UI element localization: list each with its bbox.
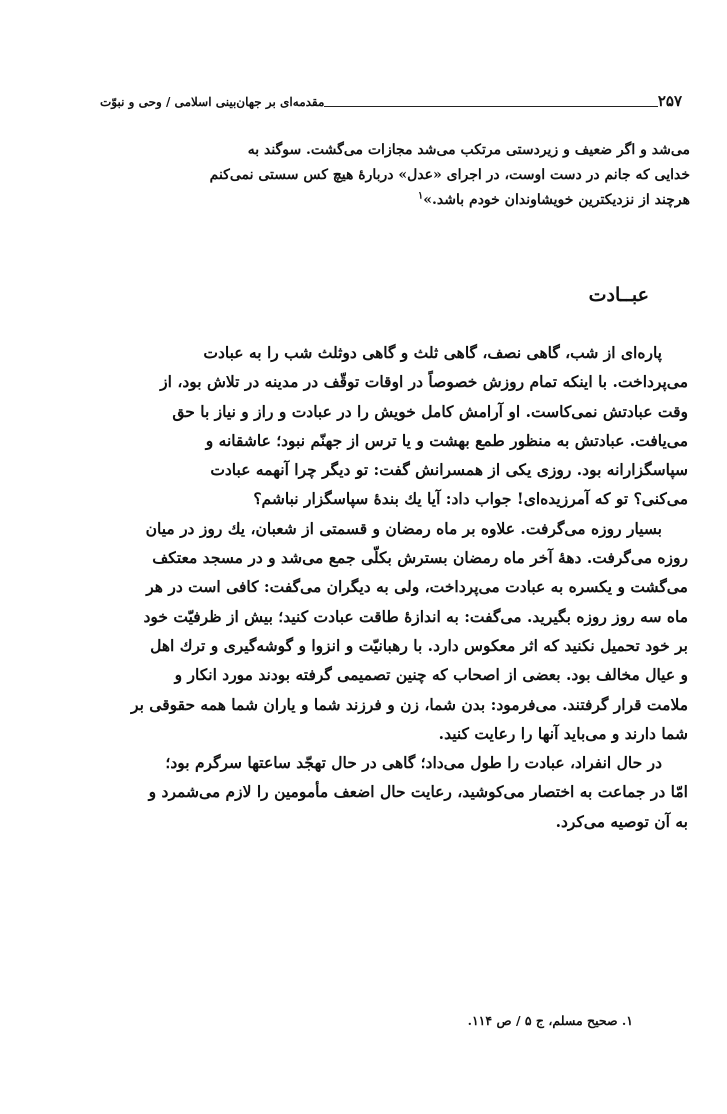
paragraph-line: وقت عبادتش نمی‌کاست. او آرامش کامل خویش را در عبادت و راز و نیاز با حق <box>172 401 688 421</box>
paragraph-line: ماه سه روز روزه بگیرید. می‌گفت: به اندازهٔ طاقت عبادت کنید؛ بیش از ظرفیّت خود <box>143 606 688 626</box>
section-body <box>96 338 688 836</box>
quote-line: می‌شد و اگر ضعیف و زیردستی مرتکب می‌شد مجازات می‌گشت. سوگند به <box>247 142 690 158</box>
paragraph-line: ملامت قرار گرفتند. می‌فرمود: بدن شما، زن و فرزند شما و یاران شما همه حقوقی بر <box>131 694 688 714</box>
paragraph-line: امّا در جماعت به اختصار می‌کوشید، رعایت حال اضعف مأمومین را لازم می‌شمرد و <box>148 782 688 802</box>
paragraph-line: روزه می‌گرفت. دههٔ آخر ماه رمضان بسترش بکلّی جمع می‌شد و در مسجد معتکف <box>152 548 688 568</box>
footnote: ۱. صحیح مسلم، ج ۵ / ص ۱۱۴. <box>467 1013 633 1028</box>
paragraph-line: می‌پرداخت. با اینکه تمام روزش خصوصاً در اوقات توقّف در مدینه در تلاش بود، از <box>160 372 688 392</box>
running-header-title: مقدمه‌ای بر جهان‌بینی اسلامی / وحی و نبوّت <box>100 95 325 109</box>
paragraph-line: می‌گشت و یکسره به عبادت می‌پرداخت، ولی به دیگران می‌گفت: کافی است در هر <box>146 577 688 597</box>
paragraph-line: بر خود تحمیل نکنید که اثر معکوس دارد. با رهبانیّت و انزوا و گوشه‌گیری و ترك اهل <box>150 635 688 655</box>
paragraph-line: شما دارند و می‌باید آنها را رعایت کنید. <box>438 723 688 743</box>
footnote-marker: ۱ <box>417 190 424 202</box>
header-rule <box>324 106 657 107</box>
quotation-block <box>118 138 690 213</box>
page-number: ۲۵۷ <box>657 92 682 110</box>
paragraph <box>96 514 688 748</box>
paragraph <box>96 338 688 514</box>
paragraph-line: می‌یافت. عبادتش به منظور طمع بهشت و یا ترس از جهنّم نبود؛ عاشقانه و <box>205 430 688 450</box>
quote-line <box>118 188 690 213</box>
paragraph-line: می‌کنی؟ تو که آمرزیده‌ای! جواب داد: آیا یك بندهٔ سپاسگزار نباشم؟ <box>253 489 688 509</box>
paragraph-line: پاره‌ای از شب، گاهی نصف، گاهی ثلث و گاهی دوثلث شب را به عبادت <box>203 343 662 362</box>
quote-line-text: هرچند از نزدیکترین خویشاوندان خودم باشد.» <box>423 192 690 208</box>
paragraph-line: بسیار روزه می‌گرفت. علاوه بر ماه رمضان و قسمتی از شعبان، یك روز در میان <box>145 518 662 538</box>
paragraph-line: در حال انفراد، عبادت را طول می‌داد؛ گاهی در حال تهجّد ساعتها سرگرم بود؛ <box>165 753 662 773</box>
quote-line: خدایی که جانم در دست اوست، در اجرای «عدل» دربارهٔ هیچ کس سستی نمی‌کنم <box>209 167 690 183</box>
section-heading: عبــادت <box>588 284 649 306</box>
paragraph <box>96 748 688 836</box>
running-header <box>96 88 686 110</box>
paragraph-line: و عیال مخالف بود. بعضی از اصحاب که چنین تصمیمی گرفته بودند مورد انکار و <box>174 665 688 685</box>
paragraph-line: سپاسگزارانه بود. روزی یکی از همسرانش گفت: تو دیگر چرا آنهمه عبادت <box>210 460 688 480</box>
paragraph-line: به آن توصیه می‌کرد. <box>555 811 688 831</box>
